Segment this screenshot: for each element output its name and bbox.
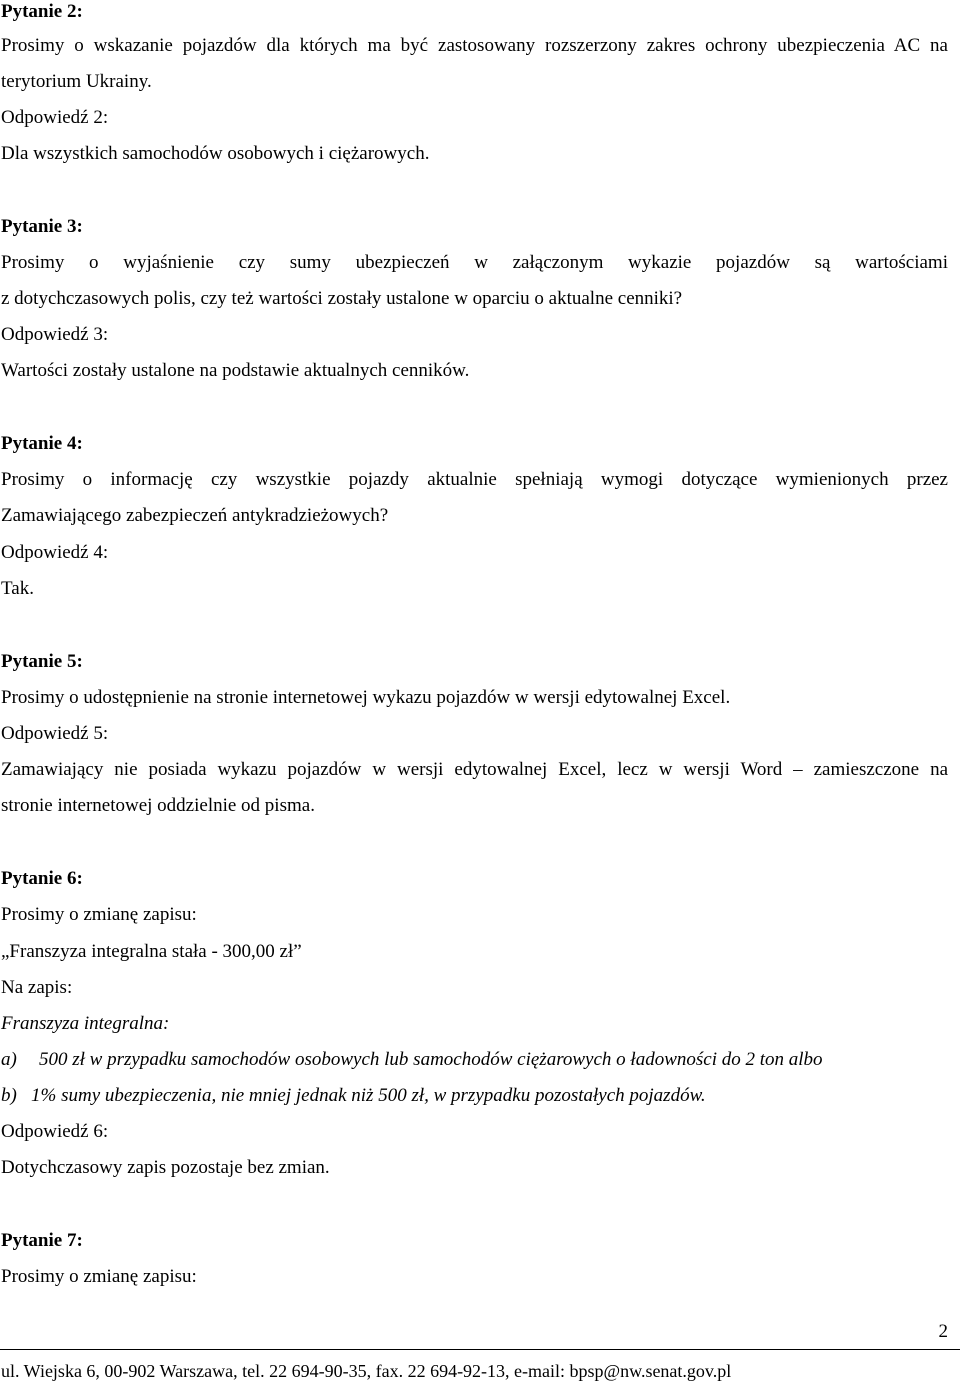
- question-4-label: Pytanie 4:: [1, 433, 83, 454]
- question-2-label: Pytanie 2:: [1, 1, 83, 22]
- answer-4-label: Odpowiedź 4:: [1, 542, 109, 563]
- question-6-item-a: [1, 1048, 823, 1072]
- answer-5-text-line-2: stronie internetowej oddzielnie od pisma.: [1, 795, 315, 816]
- question-6-italic-heading: Franszyza integralna:: [1, 1013, 170, 1034]
- question-4-text-line-1: Prosimy o informację czy wszystkie pojazdy aktualnie spełniają wymogi dotyczące wymienionych przez: [1, 469, 948, 490]
- question-2-text-line-2: terytorium Ukrainy.: [1, 71, 152, 92]
- answer-3-label: Odpowiedź 3:: [1, 324, 109, 345]
- answer-2-text: Dla wszystkich samochodów osobowych i ciężarowych.: [1, 143, 430, 164]
- footer-address: ul. Wiejska 6, 00-902 Warszawa, tel. 22 694-90-35, fax. 22 694-92-13, e-mail: bpsp@nw.senat.gov.pl: [1, 1361, 732, 1381]
- answer-6-label: Odpowiedź 6:: [1, 1121, 109, 1142]
- answer-3-text: Wartości zostały ustalone na podstawie aktualnych cenników.: [1, 360, 470, 381]
- question-6-label: Pytanie 6:: [1, 868, 83, 889]
- question-6-item-b: [1, 1084, 706, 1108]
- item-a-text: 500 zł w przypadku samochodów osobowych lub samochodów ciężarowych o ładowności do 2 ton albo: [39, 1049, 823, 1070]
- page-number: 2: [938, 1321, 948, 1342]
- question-6-text: Prosimy o zmianę zapisu:: [1, 904, 197, 925]
- question-3-text-line-1: Prosimy o wyjaśnienie czy sumy ubezpieczeń w załączonym wykazie pojazdów są wartościami: [1, 252, 948, 273]
- answer-5-label: Odpowiedź 5:: [1, 723, 109, 744]
- item-a-marker: a): [1, 1049, 17, 1070]
- answer-4-text: Tak.: [1, 578, 34, 599]
- question-7-text: Prosimy o zmianę zapisu:: [1, 1266, 197, 1287]
- question-7-label: Pytanie 7:: [1, 1230, 83, 1251]
- question-4-text-line-2: Zamawiającego zabezpieczeń antykradzieżowych?: [1, 505, 389, 526]
- question-3-label: Pytanie 3:: [1, 216, 83, 237]
- question-5-text: Prosimy o udostępnienie na stronie internetowej wykazu pojazdów w wersji edytowalnej Excel.: [1, 687, 731, 708]
- question-6-na-zapis: Na zapis:: [1, 977, 73, 998]
- question-3-text-line-2: z dotychczasowych polis, czy też wartości zostały ustalone w oparciu o aktualne cenniki?: [1, 288, 683, 309]
- item-b-marker: b): [1, 1085, 17, 1106]
- item-b-text: 1% sumy ubezpieczenia, nie mniej jednak niż 500 zł, w przypadku pozostałych pojazdów.: [31, 1085, 706, 1106]
- answer-5-text-line-1: Zamawiający nie posiada wykazu pojazdów w wersji edytowalnej Excel, lecz w wersji Word – zamieszczone na: [1, 759, 948, 780]
- footer-divider: [0, 1349, 960, 1350]
- question-6-quote: „Franszyza integralna stała - 300,00 zł”: [1, 941, 302, 962]
- question-5-label: Pytanie 5:: [1, 651, 83, 672]
- answer-2-label: Odpowiedź 2:: [1, 107, 109, 128]
- answer-6-text: Dotychczasowy zapis pozostaje bez zmian.: [1, 1157, 330, 1178]
- question-2-text-line-1: Prosimy o wskazanie pojazdów dla których ma być zastosowany rozszerzony zakres ochrony ubezpieczenia AC na: [1, 35, 948, 56]
